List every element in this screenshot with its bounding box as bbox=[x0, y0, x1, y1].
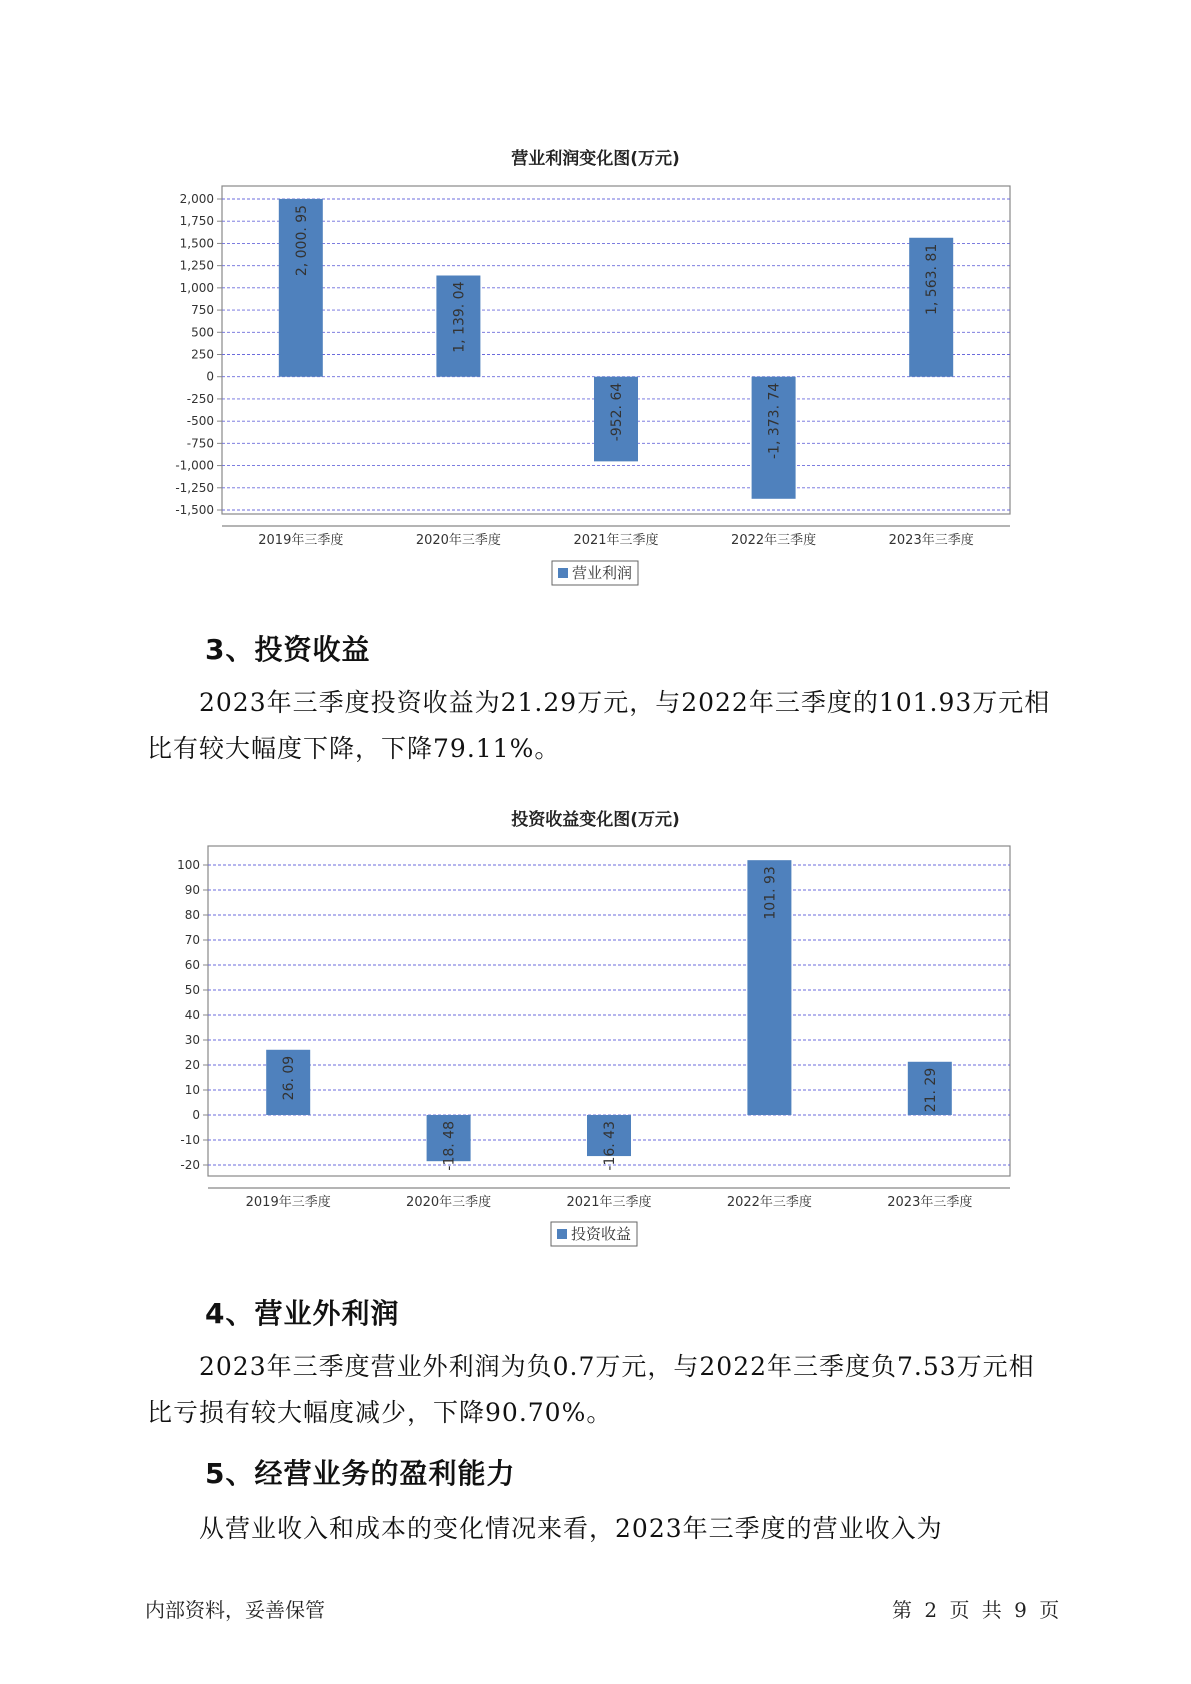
x-tick-label: 2021年三季度 bbox=[573, 533, 659, 548]
y-tick-label: 80 bbox=[184, 908, 200, 922]
bar-value-label: -1, 373. 74 bbox=[766, 382, 783, 460]
bar-value-label: 1, 139. 04 bbox=[451, 281, 468, 353]
paragraph-line-text: 2023年三季度投资收益为21.29万元，与2022年三季度的101.93万元相 bbox=[199, 688, 1051, 717]
section-heading-non-operating-profit: 4、营业外利润 bbox=[205, 1297, 400, 1330]
bar-value-label: 21. 29 bbox=[922, 1067, 939, 1113]
y-tick-label: 0 bbox=[206, 369, 214, 384]
paragraph-line: 比亏损有较大幅度减少，下降90.70%。 bbox=[147, 1398, 613, 1427]
x-tick-label: 2020年三季度 bbox=[415, 533, 501, 548]
y-tick-label: -1,500 bbox=[175, 503, 214, 517]
section-paragraph-investment-income bbox=[147, 680, 1067, 772]
section-heading-investment-income: 3、投资收益 bbox=[205, 633, 371, 666]
paragraph-line-text: 从营业收入和成本的变化情况来看，2023年三季度的营业收入为 bbox=[199, 1514, 943, 1543]
y-tick-label: 2,000 bbox=[179, 192, 214, 206]
paragraph-line bbox=[147, 1506, 1067, 1552]
chart-legend bbox=[551, 1222, 637, 1246]
y-tick-label: 20 bbox=[184, 1058, 200, 1072]
investment-income-chart bbox=[0, 832, 1191, 1252]
legend-label: 营业利润 bbox=[572, 564, 633, 582]
y-tick-label: -250 bbox=[186, 391, 214, 406]
x-tick-label: 2019年三季度 bbox=[245, 1195, 331, 1210]
chart-title-operating-profit: 营业利润变化图(万元) bbox=[511, 149, 680, 169]
section-paragraph-profitability bbox=[147, 1506, 1067, 1552]
x-tick-label: 2023年三季度 bbox=[888, 533, 974, 548]
y-tick-label: 10 bbox=[184, 1083, 200, 1097]
paragraph-line: 比有较大幅度下降，下降79.11%。 bbox=[147, 734, 561, 763]
bar-value-label: -18. 48 bbox=[441, 1121, 458, 1171]
paragraph-line bbox=[147, 680, 1067, 726]
section-paragraph-non-operating-profit bbox=[147, 1344, 1067, 1436]
bar-value-label: -952. 64 bbox=[609, 382, 625, 442]
chart-title-investment-income: 投资收益变化图(万元) bbox=[511, 810, 680, 830]
bar-value-label: -16. 43 bbox=[602, 1121, 618, 1171]
x-tick-label: 2020年三季度 bbox=[406, 1195, 492, 1210]
bar-value-label: 101. 93 bbox=[762, 866, 779, 920]
x-tick-label: 2023年三季度 bbox=[887, 1195, 973, 1210]
y-tick-label: 750 bbox=[191, 303, 214, 318]
legend-swatch bbox=[558, 568, 568, 578]
x-tick-label: 2022年三季度 bbox=[726, 1195, 812, 1210]
y-tick-label: -1,250 bbox=[175, 480, 214, 495]
y-tick-label: 90 bbox=[184, 883, 200, 897]
y-tick-label: 500 bbox=[191, 325, 214, 340]
legend-swatch bbox=[557, 1229, 567, 1239]
bar-value-label: 1, 563. 81 bbox=[924, 243, 941, 316]
legend-label: 投资收益 bbox=[571, 1225, 632, 1243]
y-tick-label: -10 bbox=[180, 1133, 200, 1147]
y-tick-label: -20 bbox=[180, 1158, 200, 1172]
y-tick-label: 1,750 bbox=[179, 214, 214, 229]
y-tick-label: 50 bbox=[184, 983, 200, 997]
bar-value-label: 2, 000. 95 bbox=[293, 204, 310, 277]
plot-area bbox=[222, 186, 1010, 514]
y-tick-label: 1,250 bbox=[179, 258, 214, 273]
y-tick-label: -750 bbox=[186, 436, 214, 451]
y-tick-label: -500 bbox=[186, 414, 214, 429]
x-tick-label: 2022年三季度 bbox=[731, 533, 817, 548]
operating-profit-chart bbox=[0, 170, 1191, 590]
y-tick-label: 1,000 bbox=[179, 280, 214, 295]
footer-confidential-note: 内部资料，妥善保管 bbox=[145, 1598, 325, 1622]
y-tick-label: 250 bbox=[191, 347, 214, 362]
y-tick-label: 0 bbox=[192, 1108, 200, 1122]
paragraph-line-text: 2023年三季度营业外利润为负0.7万元，与2022年三季度负7.53万元相 bbox=[199, 1352, 1035, 1381]
y-tick-label: 1,500 bbox=[179, 236, 214, 251]
paragraph-line bbox=[147, 1344, 1067, 1390]
footer-page-number: 第 2 页 共 9 页 bbox=[892, 1598, 1060, 1622]
x-tick-label: 2021年三季度 bbox=[566, 1195, 652, 1210]
chart-legend bbox=[552, 561, 638, 585]
section-heading-profitability: 5、经营业务的盈利能力 bbox=[205, 1457, 516, 1490]
y-tick-label: 30 bbox=[184, 1033, 200, 1047]
y-tick-label: 70 bbox=[184, 933, 200, 947]
y-tick-label: -1,000 bbox=[175, 458, 214, 473]
y-tick-label: 60 bbox=[184, 958, 200, 972]
y-tick-label: 40 bbox=[184, 1008, 200, 1022]
x-tick-label: 2019年三季度 bbox=[258, 533, 344, 548]
bar-value-label: 26. 09 bbox=[281, 1055, 298, 1101]
y-tick-label: 100 bbox=[177, 858, 200, 872]
